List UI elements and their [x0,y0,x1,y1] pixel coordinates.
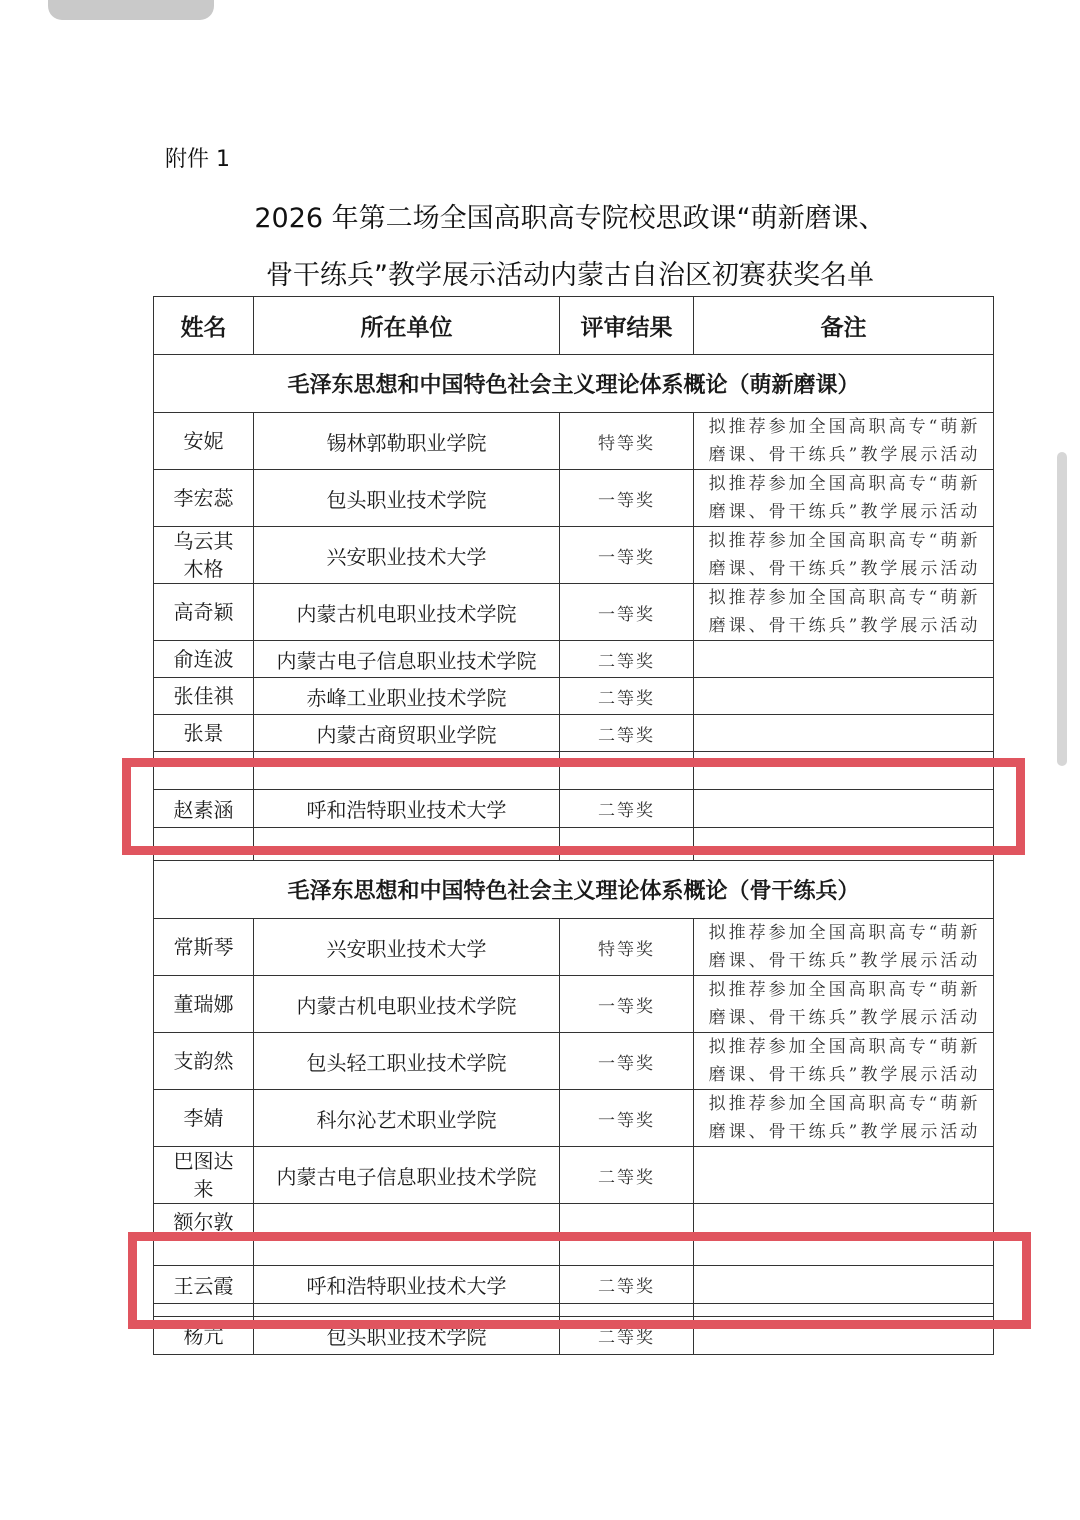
table-row [154,1033,994,1090]
table-row [154,1090,994,1147]
cell-note: 拟推荐参加全国高职高专“萌新磨课、骨干练兵”教学展示活动 [694,1090,994,1147]
table-row [154,527,994,584]
cell-result: 二等奖 [560,1317,694,1355]
highlight-box [128,1232,1031,1329]
cell-note: 拟推荐参加全国高职高专“萌新磨课、骨干练兵”教学展示活动 [694,1033,994,1090]
cell-result: 二等奖 [560,715,694,752]
section-title: 毛泽东思想和中国特色社会主义理论体系概论（萌新磨课） [154,355,994,413]
table-header-row [154,297,994,355]
cell-name: 额尔敦 [154,1204,254,1241]
cell-unit: 呼和浩特职业技术大学 [254,790,560,827]
cell-unit: 内蒙古机电职业技术学院 [254,584,560,641]
table-row [154,641,994,678]
section2-body [154,919,994,1241]
header-note: 备注 [694,297,994,355]
cell-name: 赵素涵 [153,790,254,827]
cell-name: 乌云其木格 [154,527,254,584]
cell-name: 常斯琴 [154,919,254,976]
cell-note [694,715,994,752]
cell-note: 拟推荐参加全国高职高专“萌新磨课、骨干练兵”教学展示活动 [694,470,994,527]
cell-result: 特等奖 [560,413,694,470]
cell-result: 一等奖 [560,470,694,527]
cell-name: 张景 [154,715,254,752]
table-row [154,584,994,641]
cell-result: 二等奖 [560,790,694,827]
table-row [154,976,994,1033]
cell-result: 二等奖 [560,1266,694,1303]
cell-name: 支韵然 [154,1033,254,1090]
highlight-box [122,758,1025,855]
cell-note: 拟推荐参加全国高职高专“萌新磨课、骨干练兵”教学展示活动 [694,584,994,641]
cell-unit: 兴安职业技术大学 [254,527,560,584]
document-title-line-1: 2026 年第二场全国高职高专院校思政课“萌新磨课、 [254,203,886,234]
cell-result: 一等奖 [560,527,694,584]
cell-result: 二等奖 [560,1147,694,1204]
table-row [154,1147,994,1204]
cell-result: 特等奖 [560,919,694,976]
cell-name: 李宏蕊 [154,470,254,527]
cell-result: 一等奖 [560,584,694,641]
table-row [154,470,994,527]
cell-note: 拟推荐参加全国高职高专“萌新磨课、骨干练兵”教学展示活动 [694,413,994,470]
cell-note: 拟推荐参加全国高职高专“萌新磨课、骨干练兵”教学展示活动 [694,976,994,1033]
cell-result: 一等奖 [560,1033,694,1090]
cell-result: 一等奖 [560,976,694,1033]
cell-unit: 内蒙古电子信息职业技术学院 [254,641,560,678]
cell-note: 拟推荐参加全国高职高专“萌新磨课、骨干练兵”教学展示活动 [694,527,994,584]
cell-unit: 内蒙古商贸职业学院 [254,715,560,752]
cell-unit: 锡林郭勒职业学院 [254,413,560,470]
header-name: 姓名 [154,297,254,355]
cell-unit: 内蒙古电子信息职业技术学院 [254,1147,560,1204]
cell-unit: 呼和浩特职业技术大学 [254,1266,560,1303]
table-row [154,715,994,752]
table-row [154,919,994,976]
cell-note: 拟推荐参加全国高职高专“萌新磨课、骨干练兵”教学展示活动 [694,919,994,976]
cell-note [694,1147,994,1204]
cell-result: 二等奖 [560,678,694,715]
cell-unit: 赤峰工业职业技术学院 [254,678,560,715]
scrollbar[interactable] [1057,452,1067,766]
cell-note [694,641,994,678]
attachment-label: 附件 1 [165,147,230,172]
cell-name: 安妮 [154,413,254,470]
cell-unit: 兴安职业技术大学 [254,919,560,976]
header-result: 评审结果 [560,297,694,355]
cell-name: 张佳祺 [154,678,254,715]
section-title: 毛泽东思想和中国特色社会主义理论体系概论（骨干练兵） [154,861,994,919]
top-handle [48,0,214,20]
section1-body [154,413,994,752]
cell-name: 杨亢 [154,1317,254,1355]
cell-result: 一等奖 [560,1090,694,1147]
section-row [154,355,994,413]
cell-name: 董瑞娜 [154,976,254,1033]
cell-unit: 内蒙古机电职业技术学院 [254,976,560,1033]
cell-name: 巴图达来 [154,1147,254,1204]
cell-unit: 包头轻工职业技术学院 [254,1033,560,1090]
cell-unit: 科尔沁艺术职业学院 [254,1090,560,1147]
header-unit: 所在单位 [254,297,560,355]
cell-name: 俞连波 [154,641,254,678]
cell-name: 王云霞 [153,1266,254,1303]
table-row [154,413,994,470]
document-title-line-2: 骨干练兵”教学展示活动内蒙古自治区初赛获奖名单 [266,260,874,291]
table-row [154,678,994,715]
cell-result: 二等奖 [560,641,694,678]
cell-unit: 包头职业技术学院 [254,470,560,527]
cell-note [694,678,994,715]
cell-name: 高奇颖 [154,584,254,641]
section-row [154,861,994,919]
cell-unit: 包头职业技术学院 [254,1317,560,1355]
cell-name: 李婧 [154,1090,254,1147]
